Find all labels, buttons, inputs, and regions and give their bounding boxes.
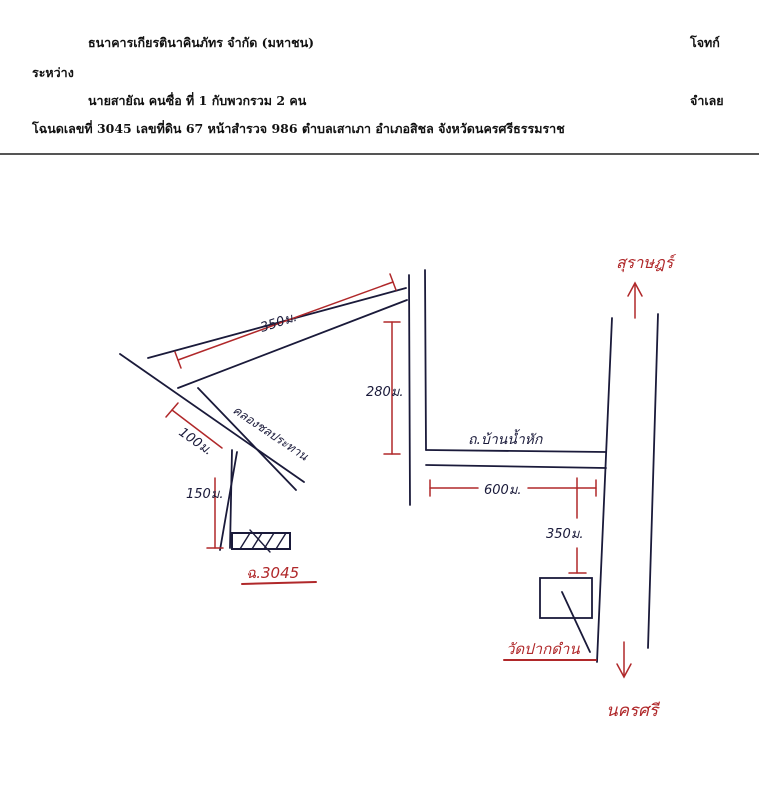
canal-edge-upper: [120, 354, 304, 482]
deed-label-underline: [242, 582, 316, 584]
defendant-role: จำเลย: [690, 93, 724, 108]
label-600: 600ม.: [484, 483, 522, 498]
north-road-right: [425, 270, 426, 450]
header-divider: [0, 153, 759, 155]
between-label: ระหว่าง: [32, 65, 74, 80]
highway-right: [648, 314, 658, 648]
label-100: 100ม.: [175, 424, 216, 459]
label-350-top: 350ม.: [258, 309, 299, 336]
highway-left: [597, 318, 612, 662]
defendant-name: นายสายัณ คนซื่อ ที่ 1 กับพวกรวม 2 คน: [88, 93, 307, 108]
destination-south-label: นครศรี: [606, 701, 659, 721]
deed-description: โฉนดเลขที่ 3045 เลขที่ดิน 67 หน้าสำรวจ 986 ตำบลเสาเภา อำเภอสิชล จังหวัดนครศรีธรรมราช: [32, 121, 565, 136]
road-label: ถ.บ้านน้ำหัก: [468, 432, 543, 448]
ban-nam-hak-road-lower: [426, 465, 606, 468]
label-150: 150ม.: [186, 487, 224, 502]
label-280: 280ม.: [366, 385, 404, 400]
destination-north-label: สุราษฎร์: [616, 253, 674, 272]
north-road-left: [409, 275, 410, 505]
plaintiff-name: ธนาคารเกียรตินาคินภัทร จำกัด (มหาชน): [88, 35, 315, 50]
ban-nam-hak-road-upper: [426, 450, 606, 452]
location-map: [0, 160, 759, 800]
temple-box: [540, 578, 592, 618]
label-350-right: 350ม.: [546, 527, 584, 542]
plaintiff-role: โจทก์: [690, 35, 720, 50]
canal-label: คลองชลประทาน: [230, 402, 311, 464]
temple-label: วัดปากดำน: [506, 640, 580, 658]
deed-label: ฉ.3045: [246, 564, 300, 582]
